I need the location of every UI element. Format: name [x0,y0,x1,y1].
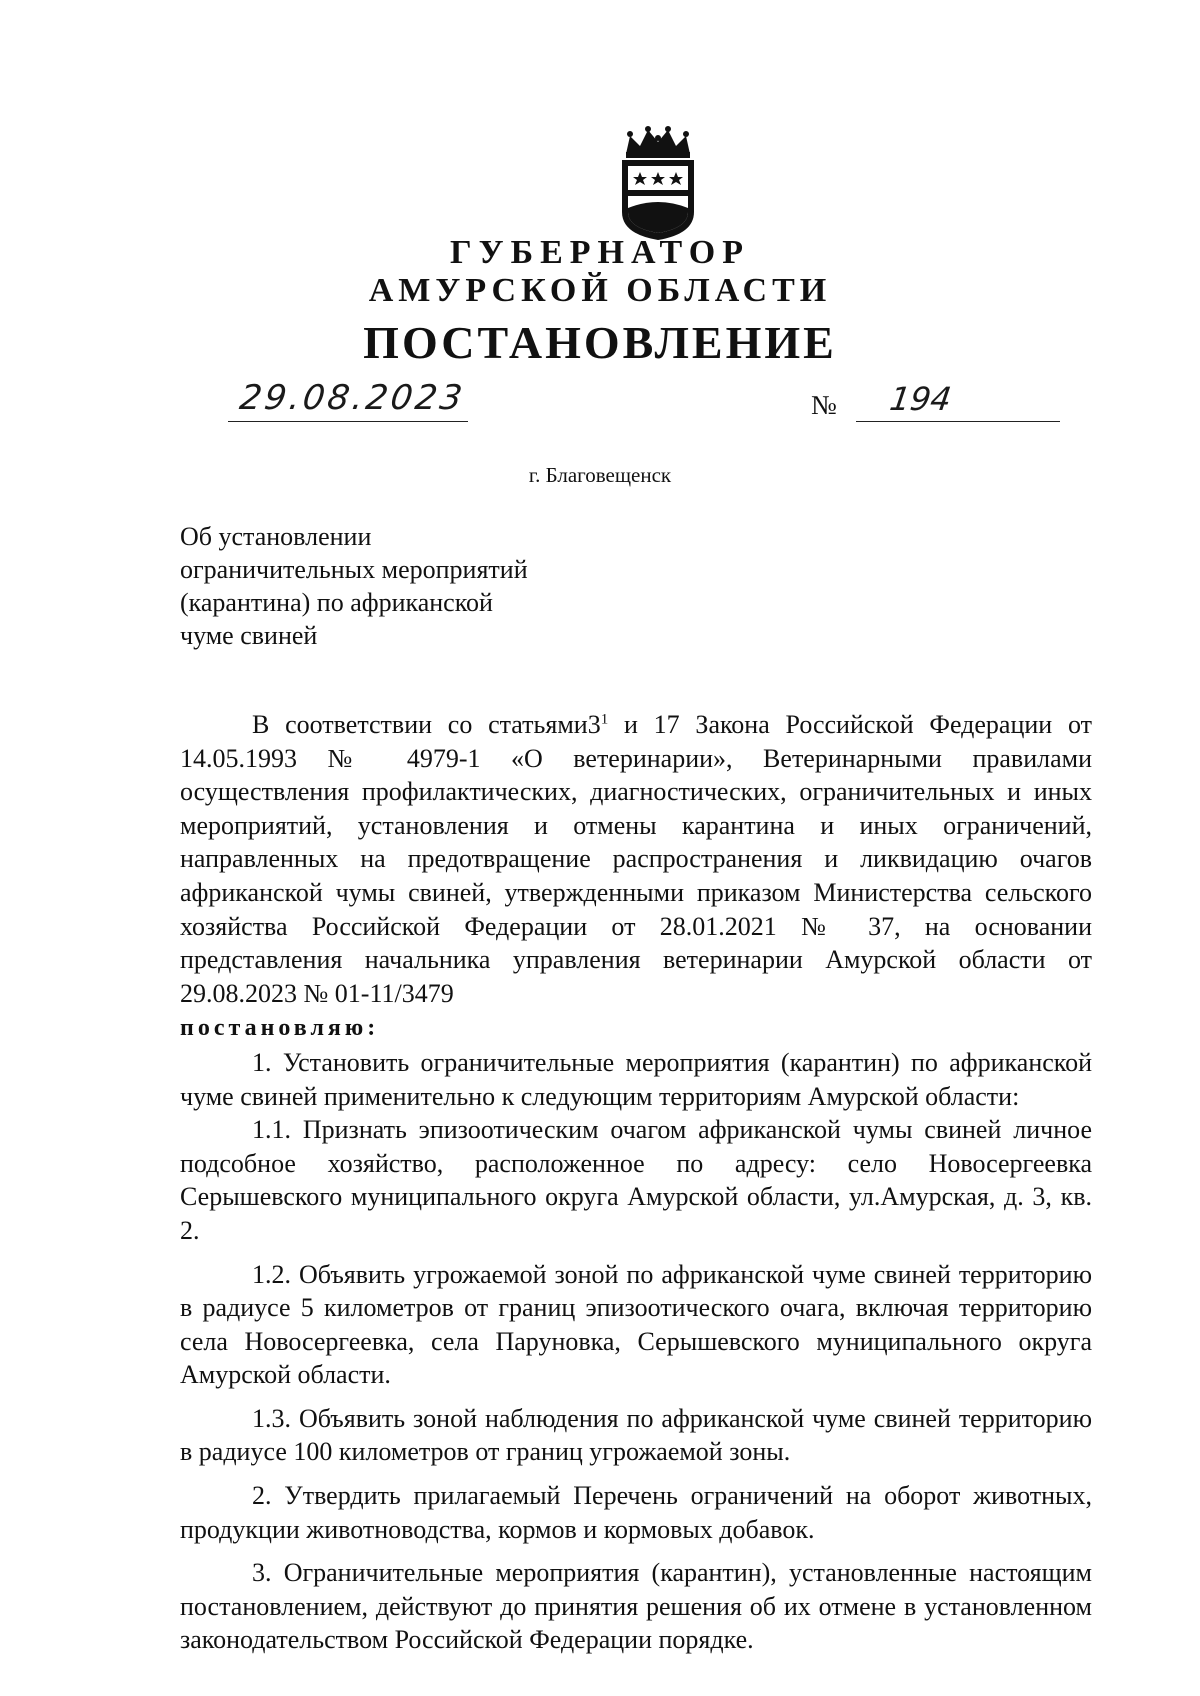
header-governor: ГУБЕРНАТОР [450,234,750,271]
document-city: г. Благовещенск [528,463,672,487]
preamble-paragraph: В соответствии со $статьями3^1$ и 17 Закона Российской Федерации от 14.05.1993 № 4979-1 «О ветеринарии», Ветеринарными правилами осуществления профилактических, диагностических, ограничительных и иных мероприятий, установления и отмены карантина и иных ограничений, направленных на предотвращение распространения и ликвидацию очагов африканской чумы свиней, утвержденными приказом Министерства сельского хозяйства Российской Федерации от 28.01.2021 № 37, на основании представления начальника управления ветеринарии Амурской области от 29.08.2023 № 01-11/3479 [180,710,1092,1008]
number-underline [856,420,1060,422]
item-1-3: 1.3. Объявить зоной наблюдения по африканской чуме свиней территорию в радиусе 100 километров от границ угрожаемой зоны. [180,1403,1092,1467]
document-type: ПОСТАНОВЛЕНИЕ [363,317,837,368]
number-label: № [811,390,837,420]
decree-word: постановляю: [180,1015,380,1042]
document-body [180,708,1092,1657]
amur-region-emblem-icon [616,124,700,242]
header-region: АМУРСКОЙ ОБЛАСТИ [368,272,832,309]
subject-line: ограничительных мероприятий [180,555,528,584]
document-date: 29.08.2023 [237,378,468,418]
item-3: 3. Ограничительные мероприятия (карантин), установленные настоящим постановлением, действуют до принятия решения об их отмене в установленном законодательством Российской Федерации порядке. [180,1558,1092,1655]
item-1-1: 1.1. Признать эпизоотическим очагом африканской чумы свиней личное подсобное хозяйство, расположенное по адресу: село Новосергеевка Серышевского муниципального округа Амурской области, ул.Амурская, д. 3, кв. 2. [180,1115,1092,1245]
document-number: 194 [887,380,954,418]
item-2: 2. Утвердить прилагаемый Перечень ограничений на оборот животных, продукции животноводства, кормов и кормовых добавок. [180,1481,1092,1544]
item-1: 1. Установить ограничительные мероприятия (карантин) по африканской чуме свиней применительно к следующим территориям Амурской области: [180,1047,1092,1111]
subject-line: чуме свиней [180,621,318,650]
document-subject [180,520,528,652]
subject-line: (карантина) по африканской [180,588,493,617]
subject-line: Об установлении [180,522,372,551]
date-underline [228,420,468,422]
item-1-2: 1.2. Объявить угрожаемой зоной по африканской чуме свиней территорию в радиусе 5 километров от границ эпизоотического очага, включая территорию села Новосергеевка, села Паруновка, Серышевского муниципального округа Амурской области. [180,1259,1092,1390]
